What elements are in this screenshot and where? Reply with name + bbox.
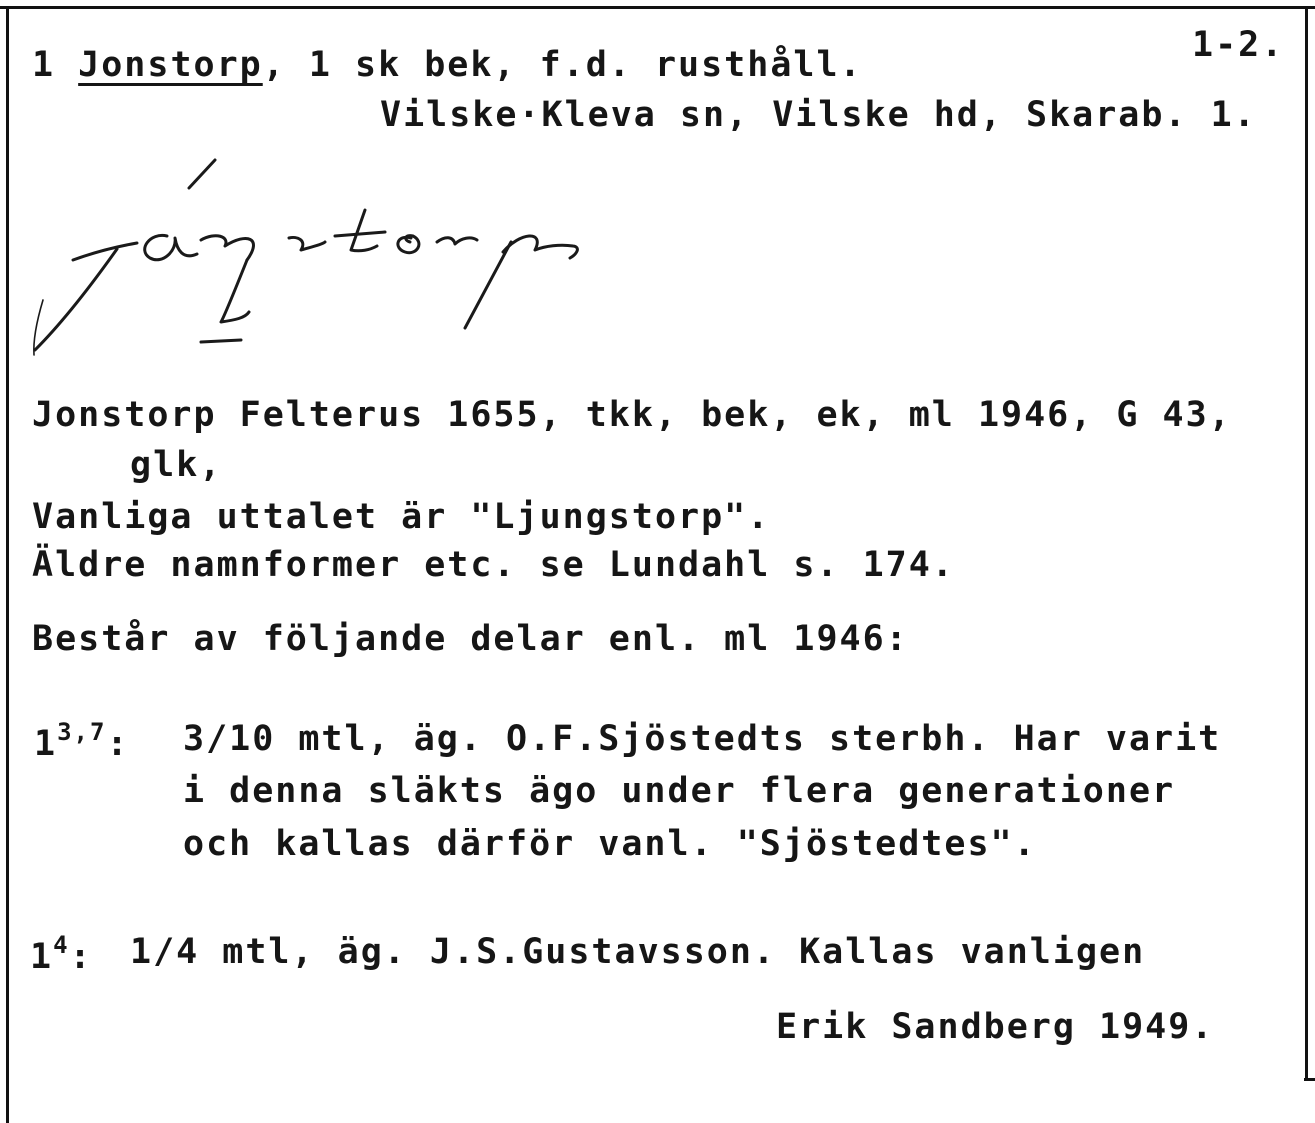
part-2-sup: 4 — [53, 931, 70, 959]
header-line — [32, 45, 863, 85]
part-1-line-3: och kallas därför vanl. "Sjöstedtes". — [183, 824, 1037, 864]
card-border-top — [0, 6, 1315, 9]
body-line-4: Äldre namnformer etc. se Lundahl s. 174. — [32, 545, 955, 585]
part-1-sup: 3,7 — [57, 718, 107, 746]
part-1-label — [34, 718, 130, 764]
signature: Erik Sandberg 1949. — [776, 1007, 1215, 1047]
part-2-label — [30, 931, 93, 977]
header-location: Vilske·Kleva sn, Vilske hd, Skarab. 1. — [380, 95, 1257, 135]
card-border-left — [6, 6, 9, 1123]
body-line-2: glk, — [130, 445, 223, 485]
header-number: 1 — [32, 45, 56, 85]
body-line-1: Jonstorp Felterus 1655, tkk, bek, ek, ml 1946, G 43, — [32, 395, 1232, 435]
body-line-5: Består av följande delar enl. ml 1946: — [32, 619, 909, 659]
part-1-base: 1 — [34, 724, 58, 764]
body-line-3: Vanliga uttalet är "Ljungstorp". — [32, 497, 771, 537]
part-1-line-2: i denna släkts ägo under flera generationer — [183, 771, 1176, 811]
part-2-sep: : — [69, 937, 93, 977]
part-1-sep: : — [106, 724, 130, 764]
header-place-name: Jonstorp — [78, 45, 263, 85]
card-reference: 1-2. — [1192, 25, 1285, 65]
part-1-line-1: 3/10 mtl, äg. O.F.Sjöstedts sterbh. Har varit — [183, 719, 1222, 759]
part-2-line-1: 1/4 mtl, äg. J.S.Gustavsson. Kallas vanligen — [130, 932, 1146, 972]
card-border-corner — [1304, 1078, 1315, 1081]
card-border-right — [1305, 6, 1308, 1081]
handwritten-name — [25, 150, 605, 365]
header-description: , 1 sk bek, f.d. rusthåll. — [262, 45, 863, 85]
part-2-base: 1 — [30, 937, 54, 977]
